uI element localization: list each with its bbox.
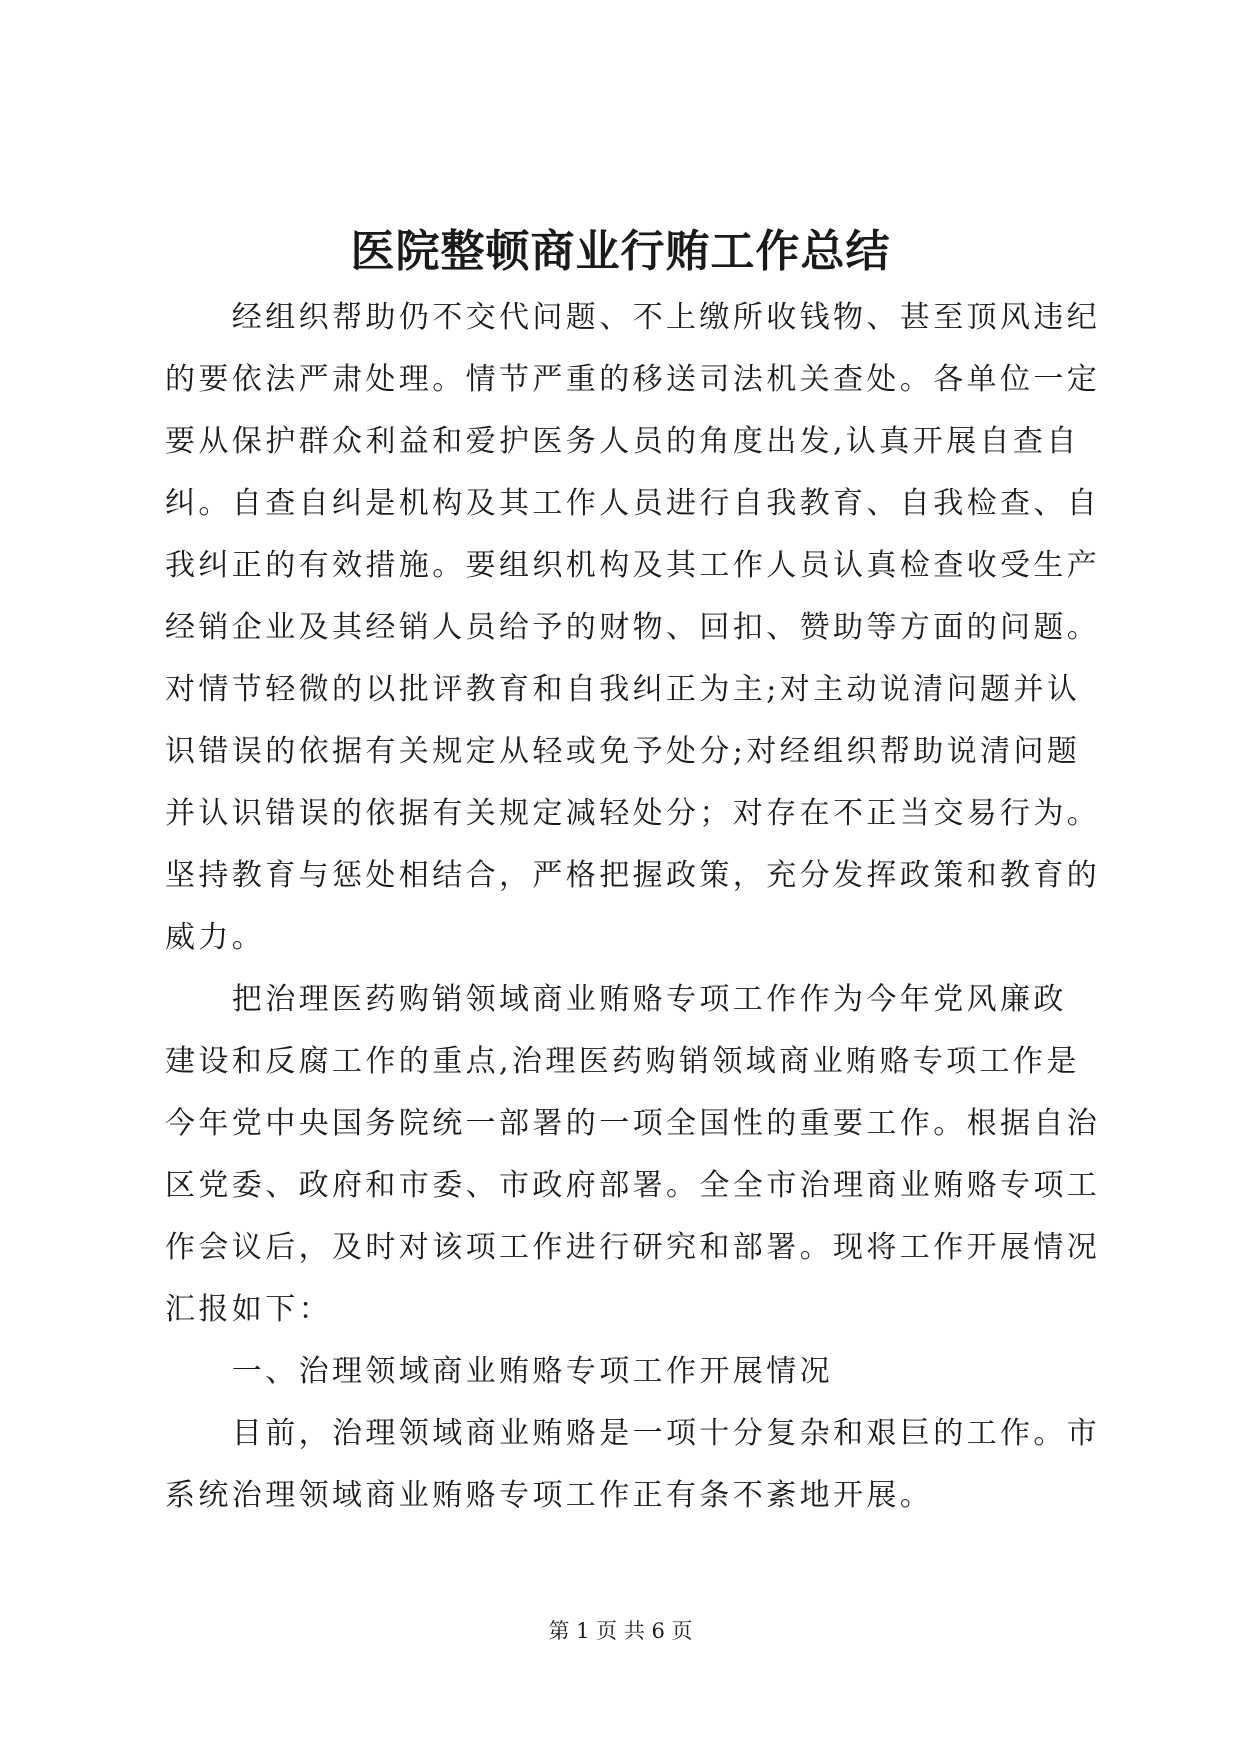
paragraph-line: 经组织帮助仍不交代问题、不上缴所收钱物、甚至顶风违纪 — [165, 300, 1101, 335]
paragraph-2 — [165, 969, 1101, 1341]
paragraph-line: 作会议后，及时对该项工作进行研究和部署。现将工作开展情况 — [165, 1230, 1101, 1265]
document-title: 医院整顿商业行贿工作总结 — [350, 226, 891, 277]
paragraph-line: 区党委、政府和市委、市政府部署。全全市治理商业贿赂专项工 — [165, 1168, 1101, 1203]
paragraph-1 — [165, 287, 1101, 969]
paragraph-line: 把治理医药购销领域商业贿赂专项工作作为今年党风廉政 — [165, 982, 1067, 1017]
paragraph-line: 一、治理领域商业贿赂专项工作开展情况 — [165, 1354, 833, 1389]
paragraph-line: 目前，治理领域商业贿赂是一项十分复杂和艰巨的工作。市 — [165, 1416, 1101, 1451]
paragraph-line: 纠。自查自纠是机构及其工作人员进行自我教育、自我检查、自 — [165, 486, 1101, 521]
paragraph-3 — [165, 1403, 1101, 1527]
paragraph-line: 今年党中央国务院统一部署的一项全国性的重要工作。根据自治 — [165, 1106, 1101, 1141]
paragraph-line: 的要依法严肃处理。情节严重的移送司法机关查处。各单位一定 — [165, 362, 1101, 397]
paragraph-line: 要从保护群众利益和爱护医务人员的角度出发,认真开展自查自 — [165, 424, 1080, 459]
paragraph-line: 坚持教育与惩处相结合，严格把握政策，充分发挥政策和教育的 — [165, 858, 1101, 893]
paragraph-line: 汇报如下： — [165, 1292, 332, 1327]
paragraph-line: 识错误的依据有关规定从轻或免予处分;对经组织帮助说清问题 — [165, 734, 1081, 769]
paragraph-line: 并认识错误的依据有关规定减轻处分；对存在不正当交易行为。 — [165, 796, 1101, 831]
paragraph-line: 建设和反腐工作的重点,治理医药购销领域商业贿赂专项工作是 — [165, 1044, 1080, 1079]
page-number-footer: 第 1 页 共 6 页 — [548, 1619, 693, 1643]
document-body — [165, 287, 1101, 1527]
paragraph-line: 经销企业及其经销人员给予的财物、回扣、赞助等方面的问题。 — [165, 610, 1101, 645]
paragraph-line: 威力。 — [165, 920, 266, 955]
section-heading-1 — [165, 1341, 1083, 1403]
paragraph-line: 系统治理领域商业贿赂专项工作正有条不紊地开展。 — [165, 1478, 934, 1513]
paragraph-line: 对情节轻微的以批评教育和自我纠正为主;对主动说清问题并认 — [165, 672, 1081, 707]
paragraph-line: 我纠正的有效措施。要组织机构及其工作人员认真检查收受生产 — [165, 548, 1101, 583]
